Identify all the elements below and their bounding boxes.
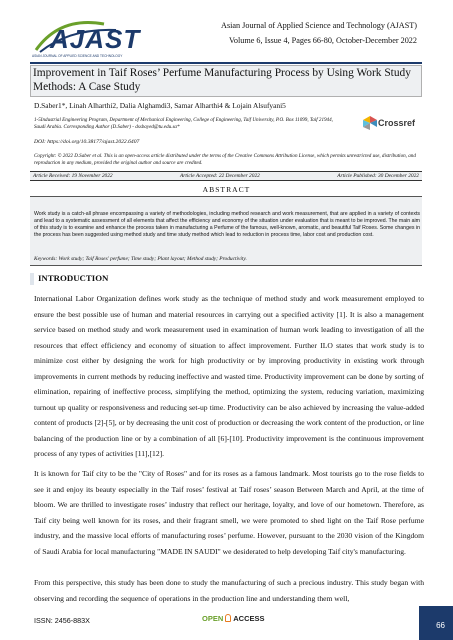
dates-bar <box>30 171 422 181</box>
open-label: OPEN <box>202 614 224 623</box>
journal-info <box>221 18 417 48</box>
keywords: Keywords: Work study; Taif Roses' perfume; Time study; Plant layout; Method study; Productivity. <box>34 256 247 262</box>
intro-paragraph-2: It is known for Taif city to be the "City of Roses" and for its roses as a famous landmark. Most tourists go to the rose fields to see it and enjoy its beauty especially in the Taif roses’ festival at Taif roses’ season Between March and April, at the time of bloom. We are thrilled to investigate roses’ industry that reflect our heritage, loyalty, and love of our hometown. Therefore, as Taif city being well known for its roses, and their fragrant smell, we were promoted to shed light on the Taif Rose perfume industry, and the massive local efforts of manufacturing roses’ perfume. However, pursuant to the 2030 vision of the Kingdom of Saudi Arabia for local manufacturing "MADE IN SAUDI" we desiderated to help developing Taif city's manufacturing. <box>34 469 424 556</box>
journal-name: Asian Journal of Applied Science and Technology (AJAST) <box>221 21 417 30</box>
access-label: ACCESS <box>233 614 265 623</box>
open-access-badge <box>202 614 265 623</box>
abstract-text: Work study is a catch-all phrase encompassing a variety of methodologies, including method research and work measurement, that are applied in a variety of contexts and lead to a systematic assessment of all elements that affect the efficiency and economy of the situation under evaluation that is meant to be improved. The main aim of this study is to examine and enhance the process taken in manufacturing a Perfume of the famous, well-known, aromatic, and beautiful Taif Roses. Some changes in the process has been suggested using method study and time study method which lead to reduction in process time, labor cost and production cost. <box>34 211 420 238</box>
copyright: Copyright: © 2022 D.Saber et al. This is an open-access article distributed under the terms of the Creative Commons Attribution License, which permits unrestricted use, distribution, and reproduction in any medium, provided the original author and source are credited. <box>34 153 416 166</box>
section-marker <box>30 273 34 285</box>
date-published: Article Published: 30 December 2022 <box>337 173 419 179</box>
crossref-badge[interactable] <box>363 114 423 132</box>
date-received: Article Received: 19 November 2022 <box>33 173 113 179</box>
crossref-label: Crossref <box>378 118 416 128</box>
open-access-lock-icon <box>225 614 231 622</box>
intro-paragraph-1: International Labor Organization defines work study as the technique of method study and work measurement employed to ensure the best possible use of human and material resources in carrying out a specified activity [1]. It is also a management service based on method study and work measurement used in examination of human work leading to investigation of all the resources that effect efficiency and economy of situation to affect improvement. Further ILO states that work study is to minimize cost either by designing the work for high productivity or by improving productivity in existing work through improvements in current methods by reducing ineffective and wasted time. Productivity improvement can be done by sorting of elimination, repairing of ineffective process, simplifying the method, optimizing the system, reducing variation, maximizing turnout up quality or responsiveness and reducing set-up time. Productivity can be also achieved by increasing the value-added content of products [2]-[5], or by decreasing the unit cost of production or decreasing the work content of the production, or line balancing of the production line or by a combination of all [6]-[10]. Productivity improvement is the continuous improvement process of any types of activities [11],[12]. <box>34 294 424 458</box>
affiliation: 1-5Industrial Engineering Program, Department of Mechanical Engineering, College of Engineering, Taif University, P.O. Box 11099, Taif 21944, Saudi Arabia. Corresponding Author (D.Saber) - dssbayed@tu.edu.sa* <box>34 117 333 130</box>
authors: D.Saber1*, Linah Alharthi2, Dalia Alghamdi3, Samar Alharthi4 & Lojain Alsufyani5 <box>34 101 286 110</box>
journal-volume: Volume 6, Issue 4, Pages 66-80, October-December 2022 <box>229 36 417 45</box>
journal-logo <box>30 14 141 62</box>
logo-subtitle: ASIAN JOURNAL OF APPLIED SCIENCE AND TECHNOLOGY <box>32 54 123 58</box>
article-title: Improvement in Taif Roses’ Perfume Manufacturing Process by Using Work Study Methods: A Case Study <box>33 67 411 93</box>
doi-link[interactable]: DOI: https://doi.org/10.38177/ajast.2022.6407 <box>34 139 140 145</box>
logo-text: AJAST <box>50 24 141 54</box>
abstract-heading: ABSTRACT <box>202 185 251 194</box>
header-rule <box>30 62 422 64</box>
page-number: 66 <box>436 621 445 630</box>
date-accepted: Article Accepted: 22 December 2022 <box>180 173 260 179</box>
intro-heading: INTRODUCTION <box>38 273 109 283</box>
intro-paragraph-3: From this perspective, this study has been done to study the manufacturing of such a precious industry. This study began with observing and recording the sequence of operations in the production line and understanding them well, <box>34 578 424 603</box>
crossref-icon <box>363 116 377 130</box>
issn: ISSN: 2456-883X <box>34 616 90 625</box>
